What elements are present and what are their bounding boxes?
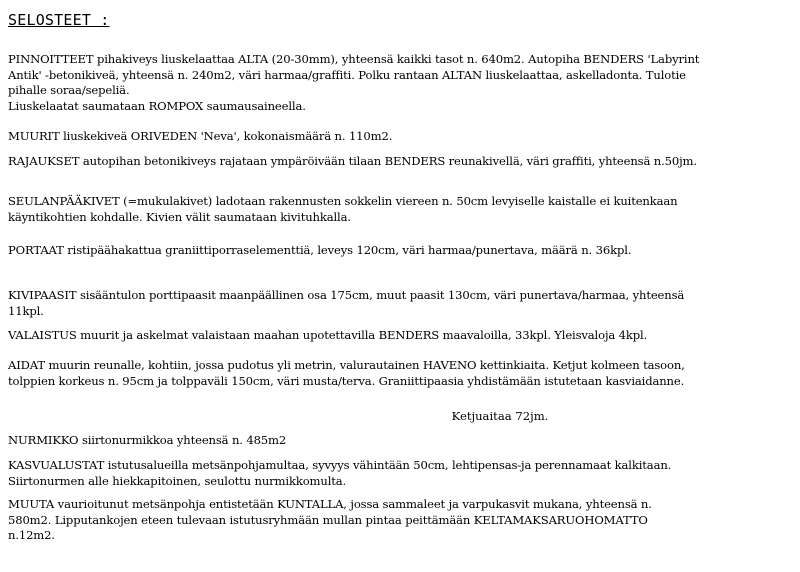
paragraph-kasvualustat xyxy=(8,458,793,489)
paragraph-valaistus xyxy=(8,328,793,344)
text-line: 580m2. Lipputankojen eteen tulevaan istutusryhmään mullan pintaa peittämään KELTAMAKSARUOHOMATTO xyxy=(8,512,648,527)
text-line: PINNOITTEET pihakiveys liuskelaattaa ALTA (20-30mm), yhteensä kaikki tasot n. 640m2. Autopiha BENDERS 'Labyrint xyxy=(8,52,700,66)
text-line: Antik' -betonikiveä, yhteensä n. 240m2, väri harmaa/graffiti. Polku rantaan ALTAN liuskelaattaa, askelladonta. Tulotie xyxy=(8,67,686,82)
paragraph-portaat xyxy=(8,243,793,259)
text-line: n.12m2. xyxy=(8,528,55,542)
text-line: KASVUALUSTAT istutusalueilla metsänpohjamultaa, syvyys vähintään 50cm, lehtipensas-ja perennamaat kalkitaan. xyxy=(8,458,672,472)
paragraph-seulanpaakivet xyxy=(8,194,793,225)
text-line: PORTAAT ristipäähakattua graniittiporraselementtiä, leveys 120cm, väri harmaa/punertava, määrä n. 36kpl. xyxy=(8,243,632,257)
ketjuaita-note: Ketjuaitaa 72jm. xyxy=(451,409,549,423)
paragraph-muuta xyxy=(8,497,793,544)
paragraph-nurmikko xyxy=(8,433,793,449)
paragraph-rajaukset xyxy=(8,154,793,170)
text-line: NURMIKKO siirtonurmikkoa yhteensä n. 485m2 xyxy=(8,433,287,447)
text-line: MUUTA vaurioitunut metsänpohja entistetään KUNTALLA, jossa sammaleet ja varpukasvit mukana, yhteensä n. xyxy=(8,497,652,511)
text-line: Liuskelaatat saumataan ROMPOX saumausaineella. xyxy=(8,98,306,113)
paragraph-muurit xyxy=(8,129,793,145)
text-line: 11kpl. xyxy=(8,303,44,318)
text-line: AIDAT muurin reunalle, kohtiin, jossa pudotus yli metrin, valurautainen HAVENO kettinkiaita. Ketjut kolmeen tasoon, xyxy=(8,358,685,372)
text-line: SEULANPÄÄKIVET (=mukulakivet) ladotaan rakennusten sokkelin viereen n. 50cm levyiselle kaistalle ei kuitenkaan xyxy=(8,194,678,208)
paragraph-aidat xyxy=(8,358,793,389)
text-line: Siirtonurmen alle hiekkapitoinen, seulottu nurmikkomulta. xyxy=(8,473,347,488)
paragraph-kivipaasit xyxy=(8,288,793,319)
document-heading: SELOSTEET : xyxy=(8,11,110,29)
text-line: tolppien korkeus n. 95cm ja tolppaväli 150cm, väri musta/terva. Graniittipaasia yhdistämään istutetaan kasviaidanne. xyxy=(8,373,685,388)
text-line: MUURIT liuskekiveä ORIVEDEN 'Neva', kokonaismäärä n. 110m2. xyxy=(8,129,393,143)
text-line: pihalle soraa/sepeliä. xyxy=(8,83,130,97)
paragraph-pinnoitteet xyxy=(8,52,793,114)
text-line: KIVIPAASIT sisääntulon porttipaasit maanpäällinen osa 175cm, muut paasit 130cm, väri punertava/harmaa, yhteensä xyxy=(8,288,685,302)
text-line: VALAISTUS muurit ja askelmat valaistaan maahan upotettavilla BENDERS maavaloilla, 33kpl. Yleisvaloja 4kpl. xyxy=(8,328,648,342)
text-line: RAJAUKSET autopihan betonikiveys rajataan ympäröivään tilaan BENDERS reunakivellä, väri graffiti, yhteensä n.50jm. xyxy=(8,154,697,168)
text-line: käyntikohtien kohdalle. Kivien välit saumataan kivituhkalla. xyxy=(8,209,351,224)
